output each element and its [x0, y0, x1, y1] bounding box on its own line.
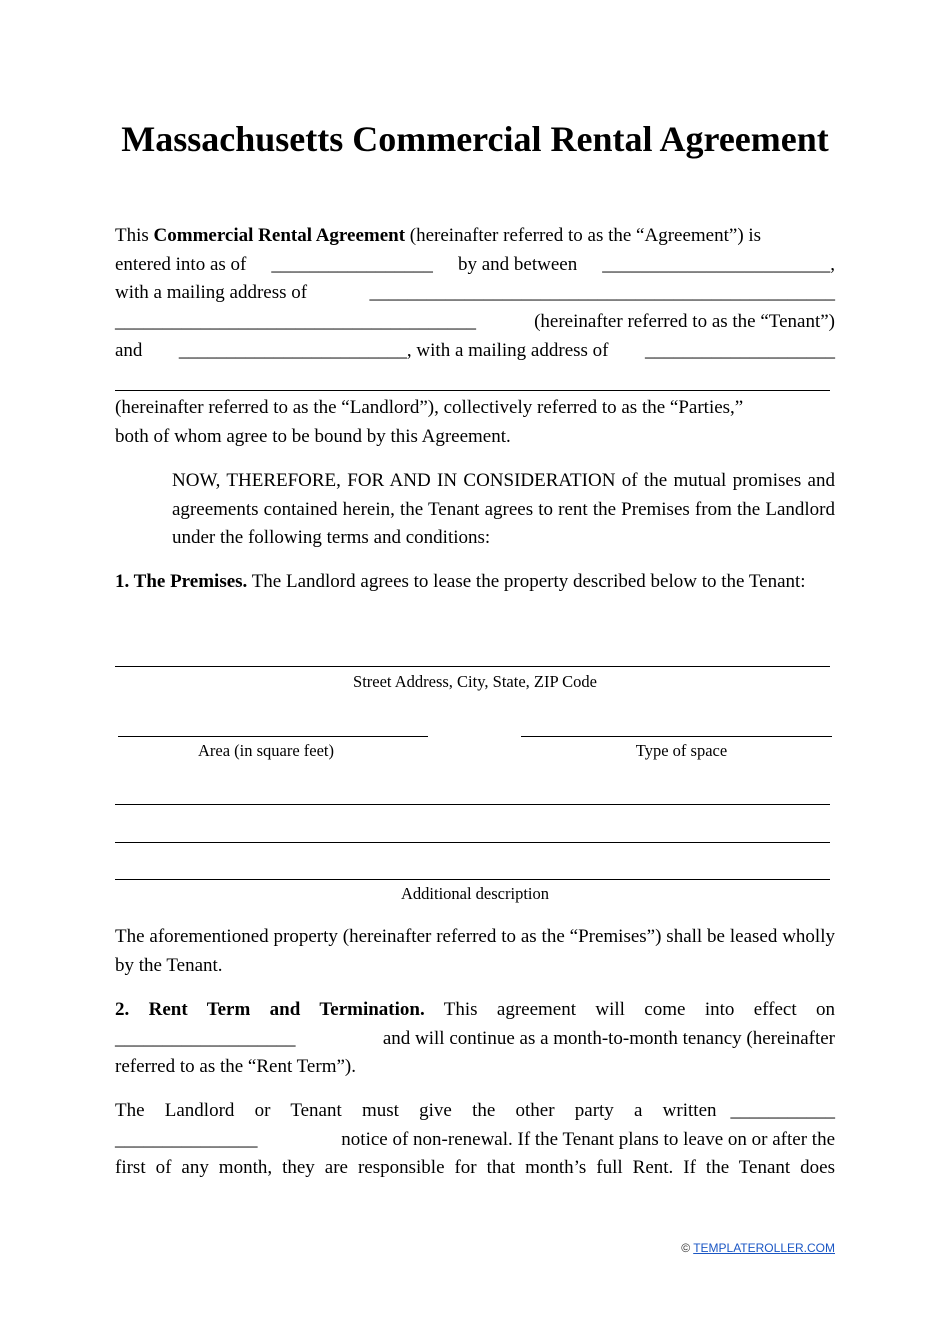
notice-period-blank-2[interactable]: _______________ [115, 1128, 258, 1150]
section-2-line-3: referred to as the “Rent Term”). [115, 1056, 356, 1078]
notice-line-3: first of any month, they are responsible for that month’s full Rent. If the Tenant does [115, 1157, 835, 1179]
tenant-address-blank[interactable]: _________________________________________________ [369, 282, 835, 304]
type-line[interactable] [521, 736, 832, 737]
notice-line-2: _______________ notice of non-renewal. If the Tenant plans to leave on or after the [115, 1126, 835, 1155]
agreement-name: Commercial Rental Agreement [153, 225, 406, 246]
section-2-line-2: ___________________ and will continue as a month-to-month tenancy (hereinafter [115, 1025, 835, 1054]
area-caption: Area (in square feet) [197, 741, 335, 760]
intro-line-5: and ________________________, with a mailing address of ____________________ [115, 337, 835, 366]
intro-line-3: with a mailing address of _________________________________________________ [115, 279, 835, 308]
notice-period-blank[interactable]: ___________ [730, 1100, 835, 1121]
intro-line-7: (hereinafter referred to as the “Landlord”), collectively referred to as the “Parties,” [115, 397, 744, 418]
section-2-heading: 2. Rent Term and Termination. [115, 999, 425, 1020]
area-line[interactable] [118, 736, 428, 737]
description-line-1[interactable] [115, 804, 830, 805]
page-title: Massachusetts Commercial Rental Agreement [121, 119, 829, 159]
description-line-3[interactable] [115, 879, 830, 880]
date-blank[interactable]: _________________ [271, 253, 433, 275]
consideration-paragraph: NOW, THEREFORE, FOR AND IN CONSIDERATION of the mutual promises and agreements contained herein, the Tenant agrees to rent the Premises from the Landlord under the following terms and conditions: [172, 470, 835, 549]
intro-paragraph-end [115, 394, 835, 451]
landlord-name-blank[interactable]: ________________________, with a mailing address of [178, 339, 609, 361]
intro-line-8: both of whom agree to be bound by this Agreement. [115, 425, 511, 447]
type-caption: Type of space [635, 741, 728, 760]
description-line-2[interactable] [115, 842, 830, 843]
tenant-address-blank-2[interactable]: ______________________________________ [115, 311, 476, 333]
section-1-heading: 1. The Premises. [115, 571, 248, 592]
intro-line-4: ______________________________________ (hereinafter referred to as the “Tenant”) [115, 308, 835, 337]
footer: © TEMPLATEROLLER.COM [681, 1241, 835, 1255]
section-1-paragraph: 1. The Premises. The Landlord agrees to lease the property described below to the Tenant: [115, 571, 806, 592]
start-date-blank[interactable]: ___________________ [115, 1027, 296, 1049]
landlord-address-blank[interactable]: ____________________ [644, 339, 835, 361]
address-caption: Street Address, City, State, ZIP Code [353, 672, 597, 691]
section-2-paragraph [115, 996, 835, 1082]
street-address-line[interactable] [115, 666, 830, 667]
intro-paragraph [115, 222, 835, 366]
description-caption: Additional description [400, 884, 550, 903]
landlord-address-line[interactable] [115, 390, 830, 391]
templateroller-link[interactable]: TEMPLATEROLLER.COM [693, 1241, 835, 1255]
section-2-line-1: 2. Rent Term and Termination. This agreement will come into effect on [115, 999, 836, 1020]
intro-line-2: entered into as of _________________ by and between ________________________, [115, 251, 835, 280]
tenant-name-blank[interactable]: ________________________, [602, 253, 835, 275]
notice-line-1: The Landlord or Tenant must give the other party a written ___________ [115, 1097, 835, 1126]
intro-line-1: This Commercial Rental Agreement (hereinafter referred to as the “Agreement”) is [115, 225, 762, 246]
notice-paragraph [115, 1097, 835, 1183]
premises-paragraph: The aforementioned property (hereinafter referred to as the “Premises”) shall be leased wholly by the Tenant. [115, 926, 835, 976]
